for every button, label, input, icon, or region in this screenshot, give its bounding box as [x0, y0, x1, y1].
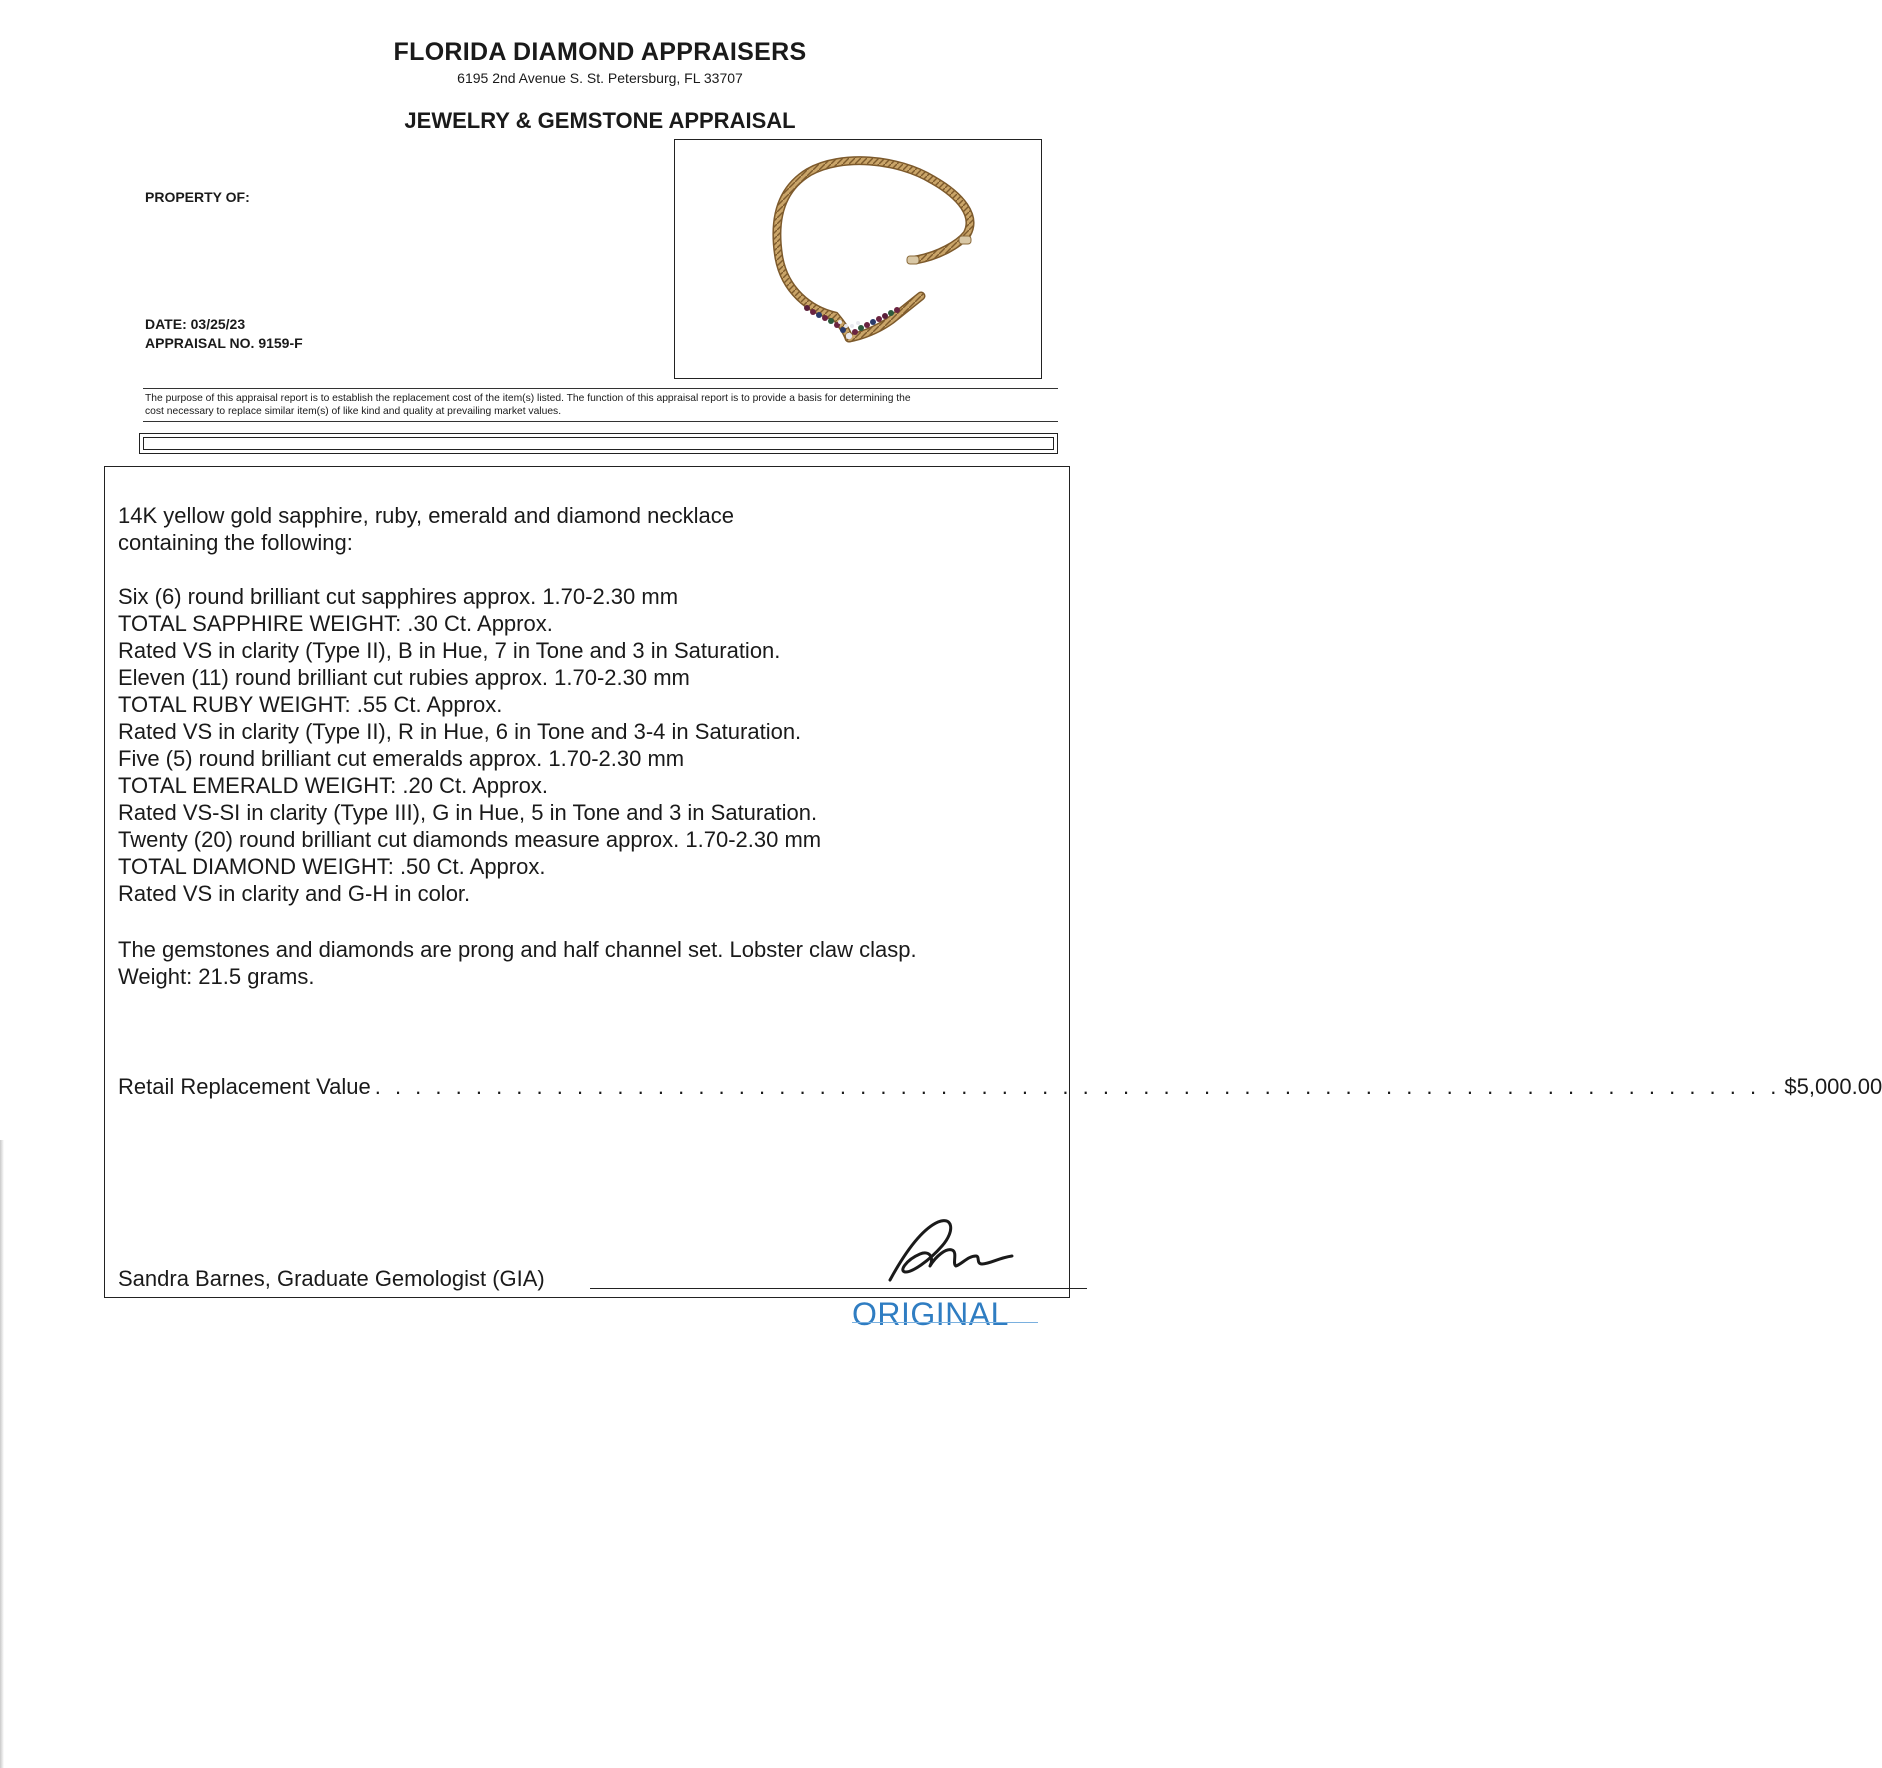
- setting-line: Weight: 21.5 grams.: [118, 964, 315, 989]
- stone-line: Rated VS in clarity and G-H in color.: [118, 881, 471, 906]
- divider-bar-inner: [143, 437, 1054, 450]
- setting-line: The gemstones and diamonds are prong and half channel set. Lobster claw clasp.: [118, 937, 917, 962]
- necklace-image: [675, 140, 1041, 378]
- stone-line: Rated VS in clarity (Type II), B in Hue, 7 in Tone and 3 in Saturation.: [118, 638, 781, 663]
- divider-bar: [139, 433, 1058, 454]
- setting-details: [118, 936, 917, 990]
- company-address: 6195 2nd Avenue S. St. Petersburg, FL 33707: [457, 70, 743, 86]
- item-description-intro: [118, 502, 734, 556]
- description-line: containing the following:: [118, 530, 353, 555]
- stone-line: Rated VS-SI in clarity (Type III), G in Hue, 5 in Tone and 3 in Saturation.: [118, 800, 818, 825]
- company-name: FLORIDA DIAMOND APPRAISERS: [393, 38, 807, 66]
- retail-replacement-value: [118, 1074, 1882, 1100]
- appraisal-number-field: [145, 335, 303, 351]
- date-field: [145, 316, 245, 332]
- gemologist-name: Sandra Barnes, Graduate Gemologist (GIA): [118, 1266, 545, 1291]
- stone-line: TOTAL SAPPHIRE WEIGHT: .30 Ct. Approx.: [118, 611, 553, 636]
- document-title: JEWELRY & GEMSTONE APPRAISAL: [404, 108, 796, 133]
- stone-line: Six (6) round brilliant cut sapphires approx. 1.70-2.30 mm: [118, 584, 679, 609]
- purpose-statement: [145, 392, 1055, 418]
- stone-details: [118, 583, 821, 907]
- original-stamp: ORIGINAL: [852, 1296, 1009, 1332]
- scan-edge-shadow: [0, 1140, 4, 1768]
- stone-line: Rated VS in clarity (Type II), R in Hue, 6 in Tone and 3-4 in Saturation.: [118, 719, 802, 744]
- stone-line: Twenty (20) round brilliant cut diamonds measure approx. 1.70-2.30 mm: [118, 827, 822, 852]
- stamp-underline: [852, 1322, 1038, 1323]
- value-label: Retail Replacement Value: [118, 1074, 371, 1099]
- value-leader-dots: . . . . . . . . . . . . . . . . . . . . . . . . . . . . . . . . . . . . . . . . . . . . . . . . . . . . . . . . . . . . . . . . . . . . . .: [374, 1074, 1781, 1099]
- description-line: 14K yellow gold sapphire, ruby, emerald and diamond necklace: [118, 503, 734, 528]
- date-value: 03/25/23: [190, 316, 246, 332]
- stone-line: TOTAL EMERALD WEIGHT: .20 Ct. Approx.: [118, 773, 548, 798]
- purpose-bottom-rule: [143, 421, 1058, 422]
- appraisal-number-value: 9159-F: [258, 335, 303, 351]
- stone-line: TOTAL DIAMOND WEIGHT: .50 Ct. Approx.: [118, 854, 546, 879]
- purpose-line: cost necessary to replace similar item(s) of like kind and quality at prevailing market values.: [145, 406, 562, 417]
- handwritten-signature: [872, 1208, 1022, 1293]
- appraisal-number-label: APPRAISAL NO.: [145, 335, 259, 351]
- purpose-line: The purpose of this appraisal report is to establish the replacement cost of the item(s) listed. The function of this appraisal report is to provide a basis for determining the: [145, 393, 911, 404]
- stone-line: Eleven (11) round brilliant cut rubies approx. 1.70-2.30 mm: [118, 665, 690, 690]
- value-amount: $5,000.00: [1784, 1074, 1882, 1099]
- purpose-top-rule: [143, 388, 1058, 389]
- item-photo: [674, 139, 1042, 379]
- date-label: DATE:: [145, 316, 191, 332]
- property-of-label: PROPERTY OF:: [145, 189, 250, 205]
- stone-line: Five (5) round brilliant cut emeralds approx. 1.70-2.30 mm: [118, 746, 685, 771]
- stone-line: TOTAL RUBY WEIGHT: .55 Ct. Approx.: [118, 692, 503, 717]
